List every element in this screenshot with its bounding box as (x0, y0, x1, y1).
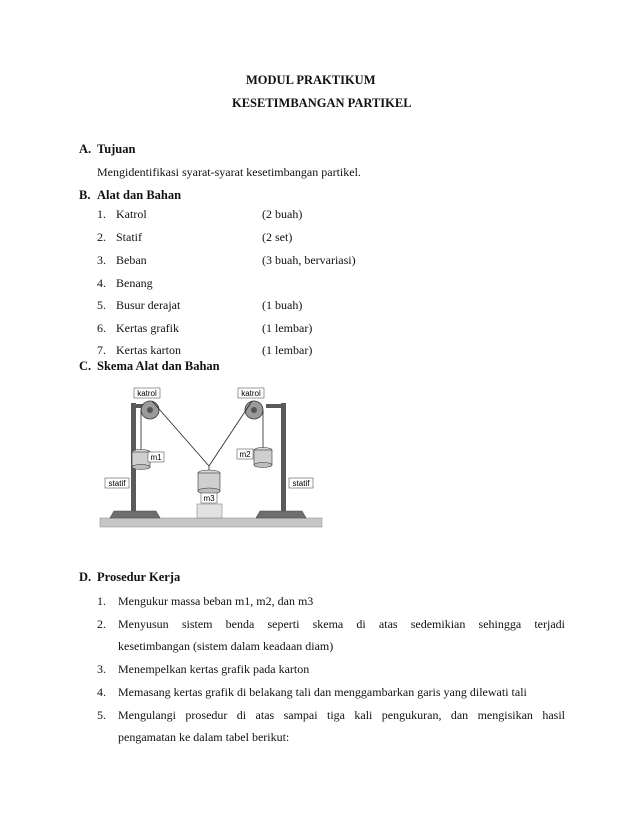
mass2-label: m2 (239, 450, 251, 459)
material-name: Kertas grafik (116, 321, 179, 335)
apparatus-diagram (96, 380, 326, 530)
step-text: Menempelkan kertas grafik pada karton (118, 662, 310, 676)
page-subtitle: KESETIMBANGAN PARTIKEL (232, 96, 412, 110)
stand-right-foot (256, 511, 306, 518)
material-quantity: (1 lembar) (262, 321, 313, 335)
step-number: 3. (97, 662, 106, 676)
mass3-rest (197, 504, 222, 518)
section-b-heading: B. Alat dan Bahan (79, 188, 182, 202)
step-number: 1. (97, 594, 106, 608)
section-a-heading: A. Tujuan (79, 142, 136, 156)
mass3-label: m3 (203, 494, 215, 503)
material-number: 5. (97, 298, 106, 312)
material-quantity: (2 buah) (262, 207, 303, 221)
material-number: 1. (97, 207, 106, 221)
material-name: Benang (116, 276, 153, 290)
material-number: 6. (97, 321, 106, 335)
mass1-label: m1 (150, 453, 162, 462)
material-quantity: (2 set) (262, 230, 293, 244)
step-text: pengamatan ke dalam tabel berikut: (118, 730, 290, 744)
material-quantity: (3 buah, bervariasi) (262, 253, 356, 267)
material-quantity: (1 lembar) (262, 343, 313, 357)
pulley-right-label: katrol (241, 389, 261, 398)
stand-left-label: statif (108, 479, 126, 488)
material-number: 7. (97, 343, 106, 357)
step-text: Menyusun sistem benda seperti skema di atas sedemikian sehingga terjadi (118, 617, 565, 631)
stand-right-arm (266, 404, 286, 408)
page-title: MODUL PRAKTIKUM (246, 73, 376, 87)
material-name: Beban (116, 253, 147, 267)
step-number: 2. (97, 617, 106, 631)
step-text: kesetimbangan (sistem dalam keadaan diam) (118, 639, 334, 653)
step-number: 5. (97, 708, 106, 722)
material-name: Kertas karton (116, 343, 181, 357)
section-a-text: Mengidentifikasi syarat-syarat kesetimbangan partikel. (97, 165, 361, 179)
step-number: 4. (97, 685, 106, 699)
material-name: Statif (116, 230, 142, 244)
step-text: Mengulangi prosedur di atas sampai tiga kali pengukuran, dan mengisikan hasil (118, 708, 565, 722)
material-number: 4. (97, 276, 106, 290)
step-text: Mengukur massa beban m1, m2, dan m3 (118, 594, 314, 608)
stand-left-foot (110, 511, 160, 518)
material-number: 2. (97, 230, 106, 244)
stand-right-pole (281, 403, 286, 511)
material-number: 3. (97, 253, 106, 267)
section-c-heading: C. Skema Alat dan Bahan (79, 359, 220, 373)
pulley-left-label: katrol (137, 389, 157, 398)
stand-right-label: statif (292, 479, 310, 488)
table-base (100, 518, 322, 527)
material-name: Busur derajat (116, 298, 181, 312)
section-d-heading: D. Prosedur Kerja (79, 570, 181, 584)
material-name: Katrol (116, 207, 147, 221)
step-text: Memasang kertas grafik di belakang tali dan menggambarkan garis yang dilewati tali (118, 685, 527, 699)
material-quantity: (1 buah) (262, 298, 303, 312)
